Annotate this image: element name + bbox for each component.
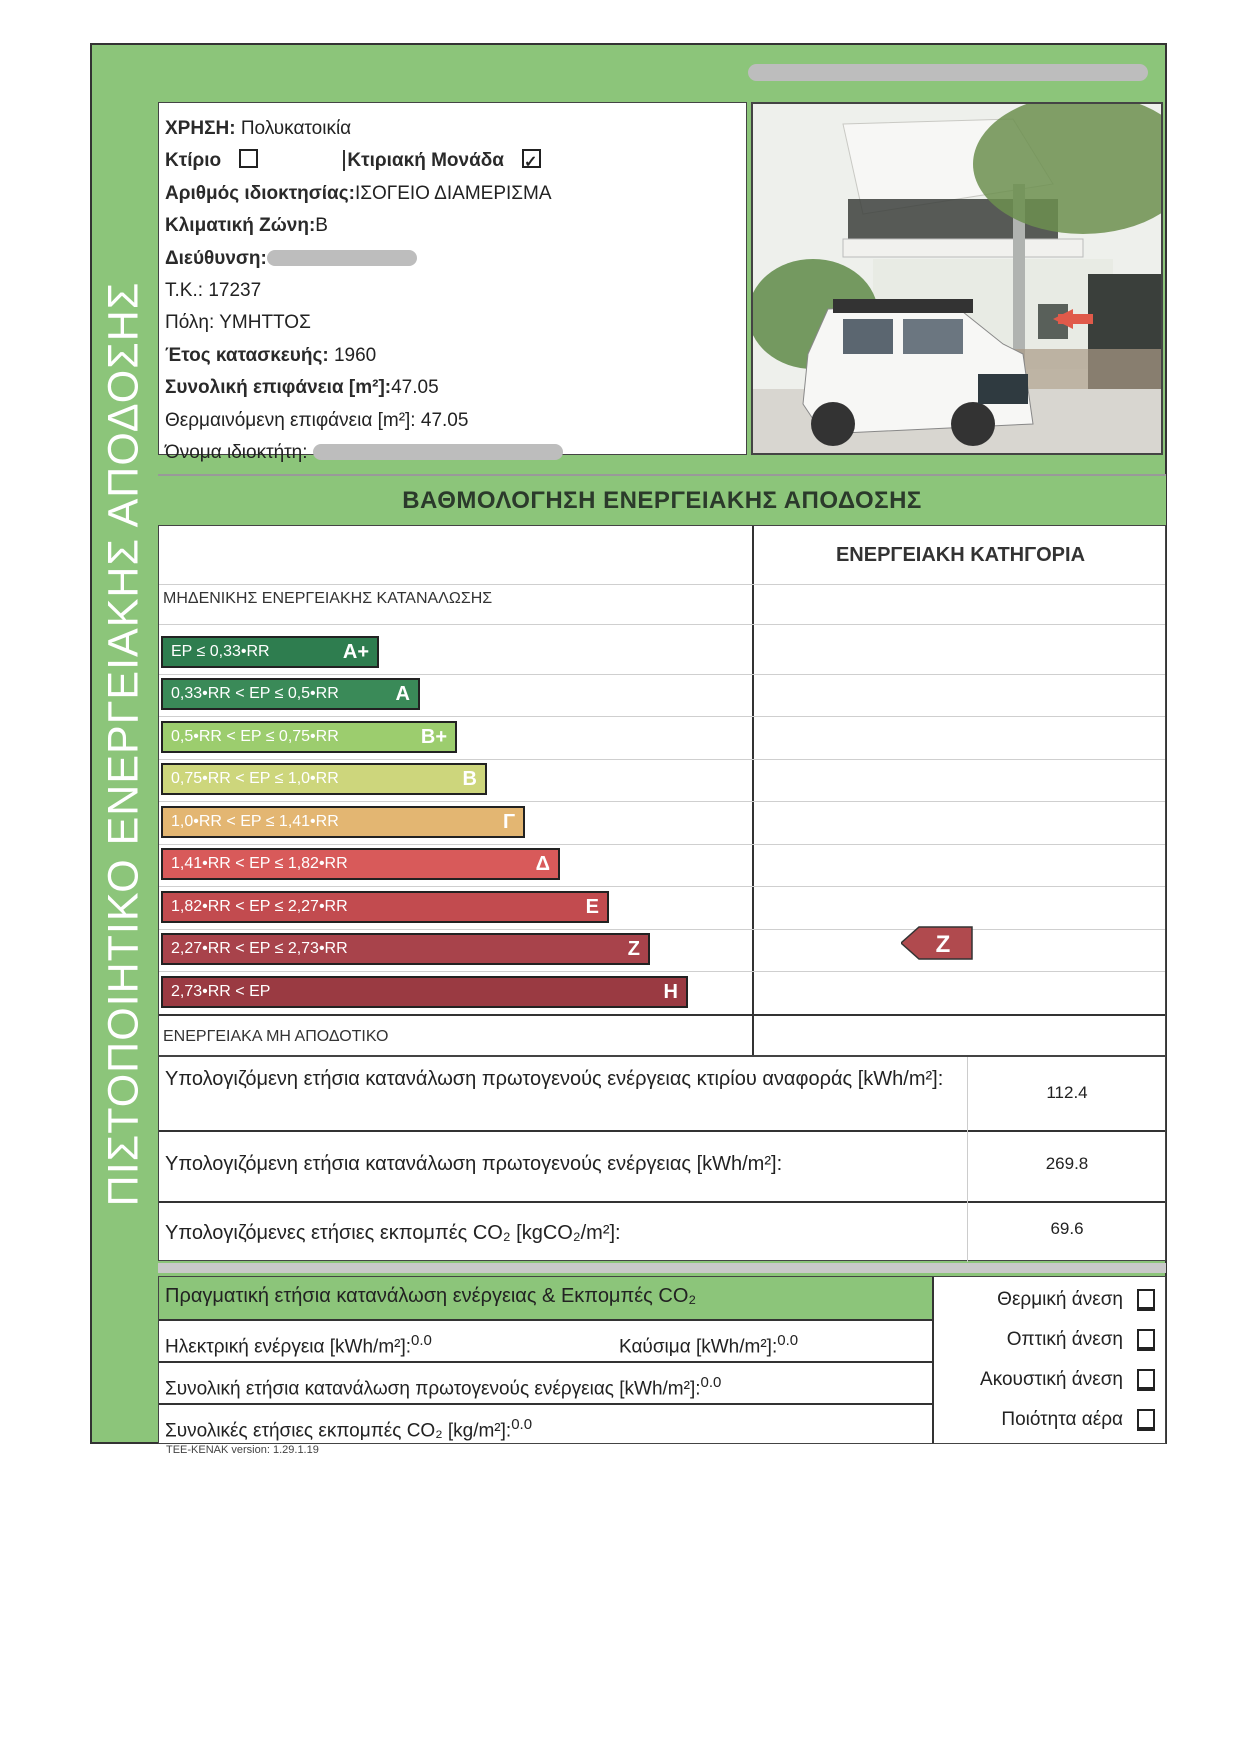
- comfort-label: Οπτική άνεση: [1006, 1329, 1123, 1350]
- divider: [159, 929, 1165, 930]
- address-label: Διεύθυνση:: [165, 247, 267, 269]
- rating-bar-range: 0,33•RR < EP ≤ 0,5•RR: [171, 685, 339, 702]
- rating-bar: [161, 848, 560, 880]
- electric-label: Ηλεκτρική ενέργεια [kWh/m²]:: [165, 1336, 412, 1358]
- primary-value: 0.0: [700, 1374, 722, 1391]
- section-separator: [158, 1263, 1166, 1273]
- vertical-title-text: ΠΙΣΤΟΠΟΙΗΤΙΚΟ ΕΝΕΡΓΕΙΑΚΗΣ ΑΠΟΔΟΣΗΣ: [99, 281, 148, 1206]
- use-label: ΧΡΗΣΗ:: [165, 118, 236, 139]
- comfort-checkbox[interactable]: [1137, 1409, 1155, 1431]
- comfort-checkbox[interactable]: [1137, 1369, 1155, 1391]
- rating-bar: [161, 933, 650, 965]
- rating-divider: [752, 526, 754, 1055]
- actual-consumption: [158, 1276, 1166, 1444]
- rating-bar: [161, 678, 420, 710]
- property-label: Αριθμός ιδιοκτησίας:: [165, 182, 355, 204]
- rating-bar-range: 0,5•RR < EP ≤ 0,75•RR: [171, 728, 339, 745]
- rating-bar-range: 0,75•RR < EP ≤ 1,0•RR: [171, 770, 339, 787]
- divider: [159, 886, 1165, 887]
- heated-area-value: 47.05: [420, 409, 469, 431]
- divider: [967, 1201, 968, 1262]
- rating-bar-class: Δ: [535, 852, 550, 875]
- comfort-checkbox[interactable]: [1137, 1329, 1155, 1351]
- rating-bar: [161, 721, 457, 753]
- total-area-label: Συνολική επιφάνεια [m²]:: [165, 377, 392, 399]
- rating-bar-range: 1,82•RR < EP ≤ 2,27•RR: [171, 898, 348, 915]
- rating-bar-class: B+: [420, 725, 447, 748]
- city-value: ΥΜΗΤΤΟΣ: [219, 312, 311, 334]
- climate-label: Κλιματική Ζώνη:: [165, 215, 316, 237]
- property-value: ΙΣΟΓΕΙΟ ΔΙΑΜΕΡΙΣΜΑ: [354, 182, 552, 204]
- emissions-label: Συνολικές ετήσιες εκπομπές CO₂ [kg/m²]:: [165, 1420, 512, 1442]
- comfort-thermal[interactable]: [935, 1280, 1165, 1320]
- value-number: 269.8: [1045, 1154, 1089, 1173]
- vertical-title: [90, 43, 158, 1444]
- value-label: Υπολογιζόμενη ετήσια κατανάλωση πρωτογενούς ενέργειας [kWh/m²]:: [165, 1153, 783, 1175]
- rating-bar: [161, 636, 379, 668]
- zero-consumption-label: ΜΗΔΕΝΙΚΗΣ ΕΝΕΡΓΕΙΑΚΗΣ ΚΑΤΑΝΑΛΩΣΗΣ: [163, 590, 493, 607]
- rating-bar: [161, 806, 525, 838]
- property-info: [158, 102, 747, 464]
- inefficient-label: ΕΝΕΡΓΕΙΑΚΑ ΜΗ ΑΠΟΔΟΤΙΚΟ: [163, 1028, 389, 1045]
- rating-bar-class: B: [462, 767, 477, 790]
- divider: [159, 624, 1165, 625]
- year-value: 1960: [333, 344, 377, 366]
- value-row-primary: [159, 1130, 1165, 1203]
- divider: [967, 1130, 968, 1201]
- comfort-visual[interactable]: [935, 1320, 1165, 1360]
- climate-value: Β: [315, 215, 328, 237]
- redacted-owner: [313, 444, 563, 460]
- divider: [967, 1057, 968, 1130]
- postal-value: 17237: [208, 280, 262, 302]
- divider: [159, 759, 1165, 760]
- divider: [159, 584, 1165, 585]
- value-row-reference: [159, 1057, 1165, 1132]
- rating-bar-class: Η: [663, 980, 678, 1003]
- building-photo-image: [753, 104, 1163, 455]
- current-class-indicator: [901, 926, 973, 960]
- rating-bar-class: Ζ: [627, 937, 640, 960]
- rating-bar-class: A: [395, 682, 410, 705]
- redacted-address: [267, 250, 417, 266]
- actual-header: Πραγματική ετήσια κατανάλωση ενέργειας & Εκπομπές CO₂: [159, 1277, 932, 1319]
- value-number: 69.6: [1050, 1219, 1084, 1238]
- emissions-value: 0.0: [511, 1416, 533, 1433]
- divider: [159, 674, 1165, 675]
- svg-text:Z: Z: [935, 931, 951, 958]
- bottom-divider: [159, 1014, 1165, 1016]
- rating-bar-class: Ε: [585, 895, 599, 918]
- building-label: Κτίριο: [165, 150, 222, 172]
- comfort-acoustic[interactable]: [935, 1360, 1165, 1400]
- use-value: Πολυκατοικία: [240, 118, 352, 139]
- year-label: Έτος κατασκευής:: [165, 344, 329, 366]
- rating-bar-range: EP ≤ 0,33•RR: [171, 643, 270, 660]
- rating-bar-range: 2,27•RR < EP ≤ 2,73•RR: [171, 940, 348, 957]
- comfort-air-quality[interactable]: [935, 1400, 1165, 1440]
- divider: [159, 716, 1165, 717]
- divider: [159, 971, 1165, 972]
- heated-area-label: Θερμαινόμενη επιφάνεια [m²]:: [165, 409, 416, 431]
- comfort-label: Θερμική άνεση: [997, 1289, 1123, 1310]
- rating-bar-class: Γ: [502, 810, 515, 833]
- building-photo: [751, 102, 1163, 455]
- redacted-certificate-number: [748, 64, 1148, 81]
- divider: [159, 844, 1165, 845]
- electric-value: 0.0: [411, 1332, 432, 1349]
- postal-label: Τ.Κ.:: [165, 280, 204, 302]
- rating-bar-class: A+: [342, 640, 369, 663]
- actual-row-primary: [159, 1361, 932, 1403]
- rating-bar: [161, 976, 688, 1008]
- software-version: TEE-KENAK version: 1.29.1.19: [166, 1444, 319, 1456]
- comfort-checkbox[interactable]: [1137, 1289, 1155, 1311]
- unit-label: Κτιριακή Μονάδα: [343, 150, 504, 171]
- building-checkbox[interactable]: [239, 149, 258, 168]
- value-row-co2: [159, 1201, 1165, 1262]
- value-number: 112.4: [1046, 1083, 1088, 1102]
- rating-bar-range: 1,0•RR < EP ≤ 1,41•RR: [171, 813, 339, 830]
- divider: [159, 801, 1165, 802]
- energy-rating-scale: [158, 525, 1166, 1056]
- rating-bar: [161, 763, 487, 795]
- fuel-label: Καύσιμα [kWh/m²]:: [619, 1336, 778, 1358]
- rating-heading: ΒΑΘΜΟΛΟΓΗΣΗ ΕΝΕΡΓΕΙΑΚΗΣ ΑΠΟΔΟΣΗΣ: [158, 474, 1166, 525]
- rating-bar: [161, 891, 609, 923]
- unit-checkbox[interactable]: [522, 149, 541, 168]
- rating-bar-range: 2,73•RR < EP: [171, 983, 271, 1000]
- rating-bar-range: 1,41•RR < EP ≤ 1,82•RR: [171, 855, 348, 872]
- value-label: Υπολογιζόμενη ετήσια κατανάλωση πρωτογενούς ενέργειας κτιρίου αναφοράς [kWh/m²]:: [165, 1068, 944, 1090]
- owner-label: Όνομα ιδιοκτήτη:: [165, 442, 308, 464]
- calculated-values: [158, 1056, 1166, 1261]
- current-class-arrow-icon: [901, 926, 973, 960]
- comfort-label: Ποιότητα αέρα: [1001, 1409, 1123, 1430]
- actual-row-electric-fuel: [159, 1319, 932, 1361]
- primary-label: Συνολική ετήσια κατανάλωση πρωτογενούς ενέργειας [kWh/m²]:: [165, 1378, 701, 1400]
- value-label: Υπολογιζόμενες ετήσιες εκπομπές CO₂ [kgCO₂/m²]:: [165, 1222, 621, 1244]
- city-label: Πόλη:: [165, 312, 215, 334]
- comfort-label: Ακουστική άνεση: [980, 1369, 1123, 1390]
- total-area-value: 47.05: [391, 377, 439, 399]
- actual-row-emissions: [159, 1403, 932, 1445]
- comfort-divider: [932, 1277, 934, 1443]
- fuel-value: 0.0: [777, 1332, 799, 1349]
- energy-category-title: ΕΝΕΡΓΕΙΑΚΗ ΚΑΤΗΓΟΡΙΑ: [835, 543, 1086, 566]
